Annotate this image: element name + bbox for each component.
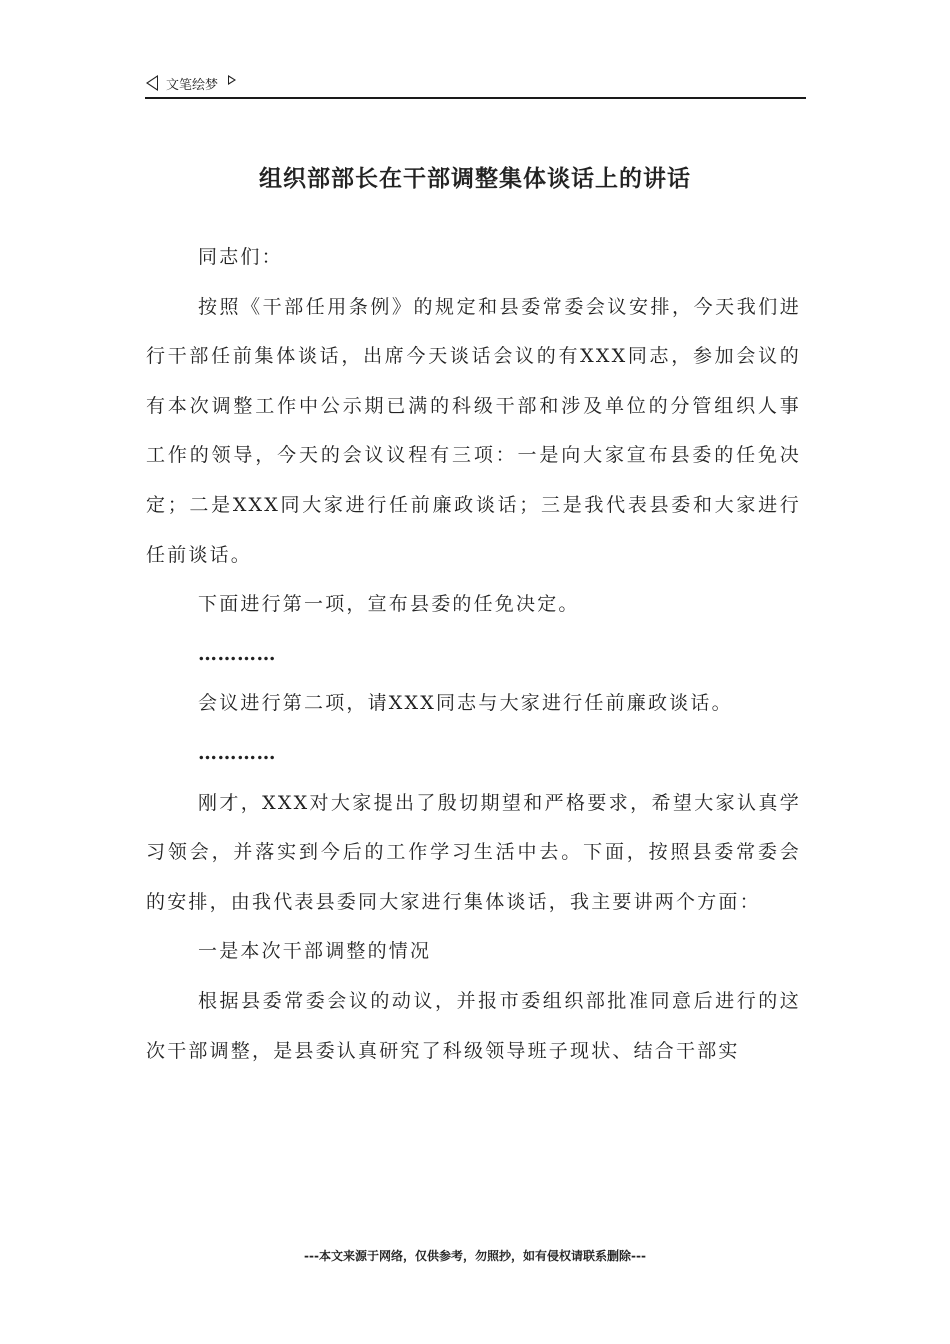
document-body — [146, 233, 801, 1076]
header-brand: 文笔绘梦 — [166, 77, 219, 93]
paragraph-ellipsis: ………… — [198, 642, 276, 665]
paragraph-transition: 刚才，XXX对大家提出了殷切期望和严格要求，希望大家认真学习领会，并落实到今后的工作学习生活中去。下面，按照县委常委会的安排，由我代表县委同大家进行集体谈话，我主要讲两个方面： — [146, 791, 801, 913]
page-header — [146, 72, 236, 94]
triangle-left-icon — [146, 75, 158, 91]
paragraph-item-two: 会议进行第二项，请XXX同志与大家进行任前廉政谈话。 — [198, 692, 733, 715]
footer-notice: ---本文来源于网络，仅供参考，勿照抄，如有侵权请联系删除--- — [304, 1249, 646, 1263]
paragraph-salutation: 同志们： — [198, 246, 283, 268]
paragraph-item-one: 下面进行第一项，宣布县委的任免决定。 — [198, 593, 580, 616]
paragraph-section-body: 根据县委常委会议的动议，并报市委组织部批准同意后进行的这次干部调整，是县委认真研究了科级领导班子现状、结合干部实 — [146, 989, 801, 1062]
paragraph-ellipsis: ………… — [198, 741, 276, 764]
section-heading: 一是本次干部调整的情况 — [198, 940, 432, 963]
triangle-right-icon — [228, 75, 236, 85]
header-divider — [145, 97, 806, 99]
document-title: 组织部部长在干部调整集体谈话上的讲话 — [259, 166, 691, 192]
paragraph-intro: 按照《干部任用条例》的规定和县委常委会议安排，今天我们进行干部任前集体谈话，出席今天谈话会议的有XXX同志，参加会议的有本次调整工作中公示期已满的科级干部和涉及单位的分管组织人事工作的领导，今天的会议议程有三项：一是向大家宣布县委的任免决定；二是XXX同大家进行任前廉政谈话；三是我代表县委和大家进行任前谈话。 — [146, 295, 801, 566]
